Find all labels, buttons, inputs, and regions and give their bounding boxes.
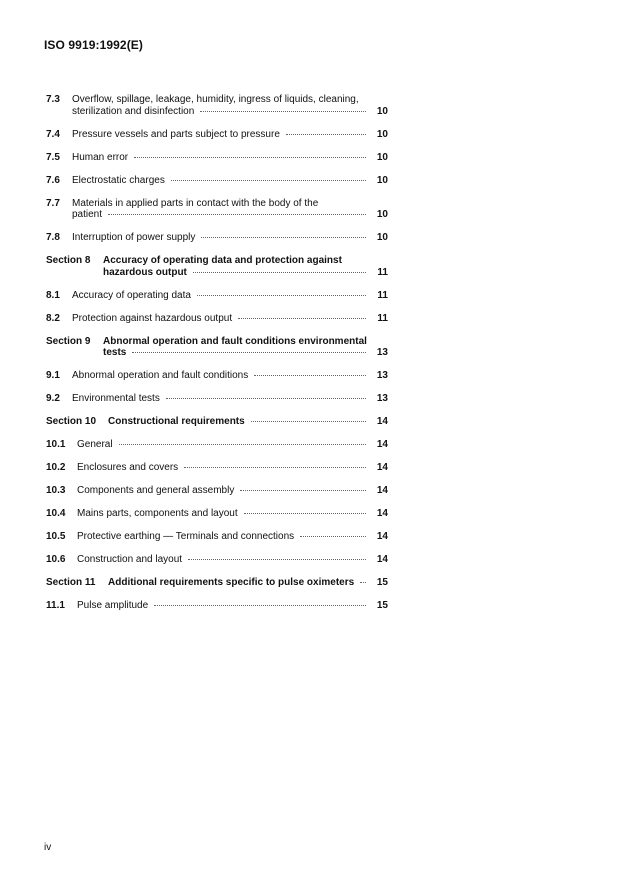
toc-entry-title [77, 439, 388, 451]
toc-entry-number: 8.1 [46, 289, 60, 301]
toc-entry-title [103, 255, 388, 278]
toc-entry-page: 15 [376, 577, 388, 588]
toc-entry[interactable] [46, 255, 388, 278]
toc-entry-number: 7.5 [46, 151, 60, 163]
toc-entry-title-line: Electrostatic charges [72, 174, 165, 186]
toc-entry-number: 9.1 [46, 370, 60, 381]
dot-leader [108, 214, 366, 215]
toc-entry-title-line: Constructional requirements [108, 416, 245, 427]
toc-entry-page: 10 [376, 209, 388, 220]
toc-entry[interactable] [46, 129, 388, 141]
document-header: ISO 9919:1992(E) [44, 38, 143, 52]
toc-entry-title [72, 232, 388, 244]
toc-entry-number: 11.1 [46, 600, 65, 611]
toc-entry-page: 10 [376, 105, 388, 117]
toc-entry-number: Section 11 [46, 577, 96, 588]
toc-entry-title-line: Abnormal operation and fault conditions [72, 370, 249, 381]
dot-leader [166, 398, 366, 399]
dot-leader [244, 513, 366, 514]
toc-entry-title-line: sterilization and disinfection [72, 105, 195, 117]
toc-entry[interactable] [46, 508, 388, 520]
toc-entry-title-line: Enclosures and covers [77, 462, 179, 473]
toc-entry[interactable] [46, 290, 388, 302]
toc-entry-number: 7.8 [46, 232, 60, 243]
toc-entry[interactable] [46, 232, 388, 244]
dot-leader [201, 237, 366, 238]
toc-entry-title [72, 129, 388, 141]
toc-entry-number: 10.3 [46, 485, 66, 496]
toc-entry[interactable] [46, 336, 388, 359]
toc-entry[interactable] [46, 577, 388, 589]
toc-entry-title [103, 336, 388, 359]
toc-entry[interactable] [46, 439, 388, 451]
toc-entry-title-line: Environmental tests [72, 393, 160, 404]
toc-entry-title [72, 370, 388, 382]
dot-leader [300, 536, 366, 537]
toc-entry-title [72, 393, 388, 405]
dot-leader [254, 375, 366, 376]
dot-leader [238, 318, 366, 319]
toc-entry-number: 7.3 [46, 94, 60, 105]
toc-entry-title [77, 600, 388, 612]
dot-leader [171, 180, 366, 181]
toc-entry-page: 14 [376, 508, 388, 519]
toc-entry[interactable] [46, 175, 388, 187]
toc-entry-title-line: Human error [72, 151, 129, 163]
toc-entry-page: 11 [377, 289, 388, 301]
toc-entry[interactable] [46, 370, 388, 382]
dot-leader [193, 272, 366, 273]
dot-leader [184, 467, 366, 468]
toc-entry-title-line: Interruption of power supply [72, 232, 196, 243]
toc-entry-page: 14 [376, 531, 388, 542]
toc-entry[interactable] [46, 198, 388, 221]
toc-entry-title-line: Construction and layout [77, 554, 183, 565]
toc-entry-number: 8.2 [46, 312, 60, 324]
toc-entry[interactable] [46, 531, 388, 543]
toc-entry-title [77, 485, 388, 497]
dot-leader [119, 444, 366, 445]
toc-entry-title-line: Accuracy of operating data [72, 289, 191, 301]
toc-entry-page: 13 [376, 347, 388, 358]
toc-entry-number: 7.6 [46, 174, 60, 186]
toc-entry-title [72, 94, 388, 117]
dot-leader [134, 157, 366, 158]
toc-entry-page: 14 [376, 554, 388, 565]
toc-entry-title-line: Accuracy of operating data and protection against [103, 255, 342, 266]
toc-entry-title [108, 416, 388, 428]
toc-entry-title-line: Additional requirements specific to pulse oximeters [108, 577, 355, 588]
dot-leader [154, 605, 366, 606]
toc-entry[interactable] [46, 485, 388, 497]
toc-entry[interactable] [46, 600, 388, 612]
dot-leader [197, 295, 366, 296]
toc-entry[interactable] [46, 94, 388, 117]
dot-leader [200, 111, 366, 112]
toc-entry-page: 11 [377, 312, 388, 324]
toc-entry-title-line: Abnormal operation and fault conditions environmental [103, 335, 367, 347]
toc-entry-number: Section 10 [46, 416, 97, 427]
table-of-contents [46, 94, 388, 623]
dot-leader [251, 421, 366, 422]
dot-leader [132, 352, 366, 353]
toc-entry-title-line: Components and general assembly [77, 485, 235, 496]
dot-leader [286, 134, 366, 135]
toc-entry-number: 7.4 [46, 128, 60, 140]
toc-entry-title [77, 531, 388, 543]
toc-entry-title-line: Protective earthing — Terminals and connections [77, 531, 295, 542]
toc-entry-page: 10 [376, 128, 388, 140]
toc-entry-number: 10.6 [46, 554, 66, 565]
toc-entry[interactable] [46, 462, 388, 474]
toc-entry-title-line: Pulse amplitude [77, 600, 149, 611]
toc-entry-number: 7.7 [46, 197, 60, 209]
toc-entry-title-line: tests [103, 347, 127, 358]
toc-entry[interactable] [46, 393, 388, 405]
toc-entry-number: 9.2 [46, 393, 60, 404]
toc-entry-number: Section 9 [46, 335, 91, 347]
toc-entry-page: 10 [376, 174, 388, 186]
toc-entry-title [77, 462, 388, 474]
dot-leader [240, 490, 366, 491]
toc-entry-title-line: Pressure vessels and parts subject to pressure [72, 128, 280, 140]
toc-entry-number: 10.5 [46, 531, 66, 542]
dot-leader [360, 582, 366, 583]
dot-leader [188, 559, 366, 560]
toc-entry-page: 14 [376, 416, 388, 427]
toc-entry-page: 13 [376, 370, 388, 381]
toc-entry[interactable] [46, 416, 388, 428]
toc-entry-title [72, 290, 388, 302]
toc-entry-title [108, 577, 388, 589]
toc-entry-page: 14 [376, 485, 388, 496]
toc-entry-title-line: General [77, 439, 113, 450]
toc-entry[interactable] [46, 554, 388, 566]
toc-entry-number: 10.2 [46, 462, 66, 473]
toc-entry-title [72, 175, 388, 187]
toc-entry-number: 10.4 [46, 508, 66, 519]
toc-entry-title [72, 198, 388, 221]
toc-entry-title [72, 152, 388, 164]
toc-entry-title-line: Overflow, spillage, leakage, humidity, ingress of liquids, cleaning, [72, 94, 359, 105]
toc-entry[interactable] [46, 152, 388, 164]
toc-entry-title [77, 508, 388, 520]
toc-entry-page: 15 [376, 600, 388, 611]
toc-entry[interactable] [46, 313, 388, 325]
toc-entry-page: 11 [377, 266, 388, 278]
toc-entry-title-line: patient [72, 209, 103, 220]
toc-entry-number: Section 8 [46, 255, 91, 266]
toc-entry-title-line: Materials in applied parts in contact with the body of the [72, 197, 319, 209]
toc-entry-page: 14 [376, 462, 388, 473]
toc-entry-title [77, 554, 388, 566]
toc-entry-number: 10.1 [46, 439, 66, 450]
toc-entry-title-line: Protection against hazardous output [72, 312, 233, 324]
toc-entry-page: 13 [376, 393, 388, 404]
toc-entry-page: 10 [376, 232, 388, 243]
toc-entry-title [72, 313, 388, 325]
page-footer-number: iv [44, 842, 52, 853]
toc-entry-title-line: Mains parts, components and layout [77, 508, 238, 519]
toc-entry-page: 10 [376, 151, 388, 163]
toc-entry-page: 14 [376, 439, 388, 450]
toc-entry-title-line: hazardous output [103, 266, 187, 278]
